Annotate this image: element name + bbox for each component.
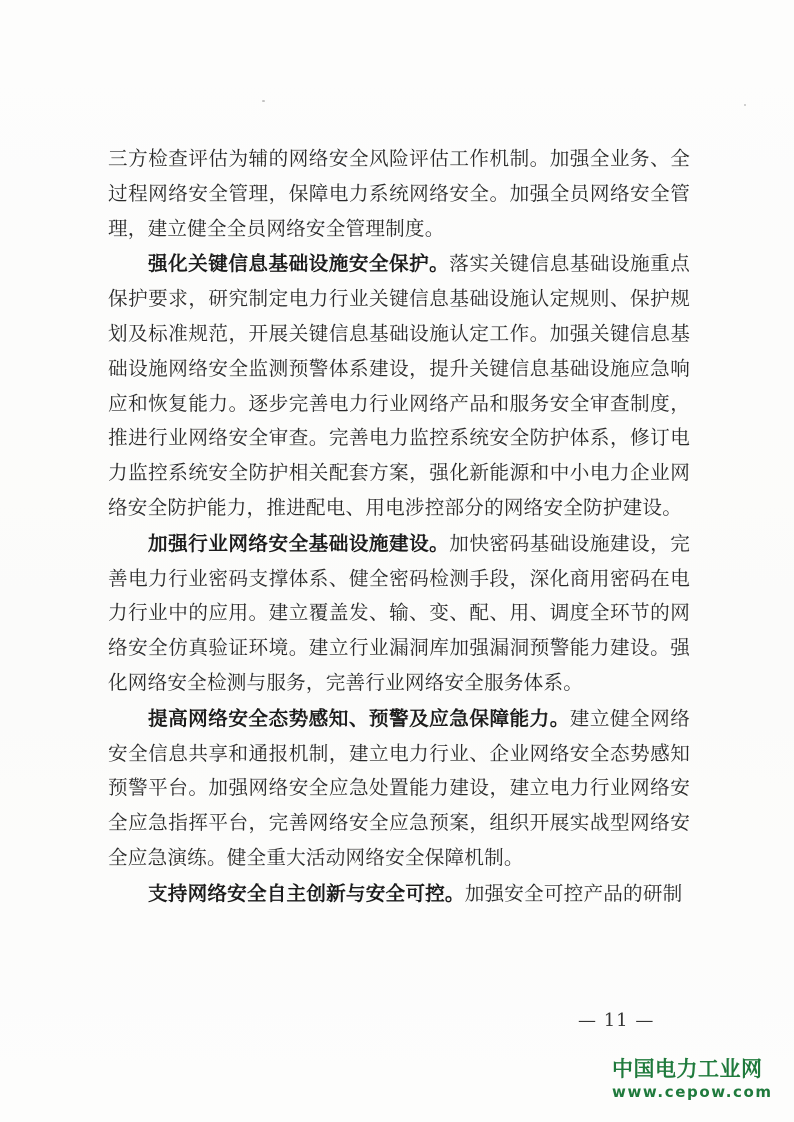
paragraph-text: 落实关键信息基础设施重点保护要求，研究制定电力行业关键信息基础设施认定规则、保护规划及标准规范，开展关键信息基础设施认定工作。加强关键信息基础设施网络安全监测预警体系建设，提升关键信息基础设施应急响应和恢复能力。逐步完善电力行业网络产品和服务安全审查制度，推进行业网络安全审查。完善电力监控系统安全防护体系，修订电力监控系统安全防护相关配套方案，强化新能源和中小电力企业网络安全防护能力，推进配电、用电涉控部分的网络安全防护建设。 bbox=[108, 252, 691, 519]
paragraph-lead: 强化关键信息基础设施安全保护。 bbox=[148, 252, 450, 276]
scan-speck bbox=[262, 100, 265, 102]
watermark-url: www.cepow.com bbox=[612, 1083, 773, 1101]
paragraph-independent-innovation bbox=[108, 877, 690, 912]
paragraph-lead: 加强行业网络安全基础设施建设。 bbox=[148, 531, 450, 555]
watermark-title: 中国电力工业网 bbox=[612, 1057, 763, 1081]
paragraph-continued bbox=[108, 142, 690, 246]
paragraph-text: 加快密码基础设施建设，完善电力行业密码支撑体系、健全密码检测手段，深化商用密码在电力行业中的应用。建立覆盖发、输、变、配、用、调度全环节的网络安全仿真验证环境。建立行业漏洞库加强漏洞预警能力建设。强化网络安全检测与服务，完善行业网络安全服务体系。 bbox=[108, 531, 691, 694]
paragraph-text: 加强安全可控产品的研制 bbox=[464, 881, 683, 905]
paragraph-text: 三方检查评估为辅的网络安全风险评估工作机制。加强全业务、全过程网络安全管理，保障电力系统网络安全。加强全员网络安全管理，建立健全全员网络安全管理制度。 bbox=[108, 147, 690, 240]
paragraph-lead: 支持网络安全自主创新与安全可控。 bbox=[148, 881, 465, 905]
paragraph-text: 建立健全网络安全信息共享和通报机制，建立电力行业、企业网络安全态势感知预警平台。加强网络安全应急处置能力建设，建立电力行业网络安全应急指挥平台，完善网络安全应急预案，组织开展实战型网络安全应急演练。健全重大活动网络安全保障机制。 bbox=[108, 706, 690, 869]
paragraph-critical-infrastructure bbox=[108, 247, 690, 525]
paragraph-situational-awareness bbox=[108, 702, 690, 876]
paragraph-infrastructure-construction bbox=[108, 527, 690, 701]
paragraph-lead: 提高网络安全态势感知、预警及应急保障能力。 bbox=[148, 706, 570, 730]
page-number: — 11 — bbox=[578, 1010, 655, 1031]
document-body bbox=[108, 142, 690, 912]
scan-speck bbox=[744, 104, 746, 106]
